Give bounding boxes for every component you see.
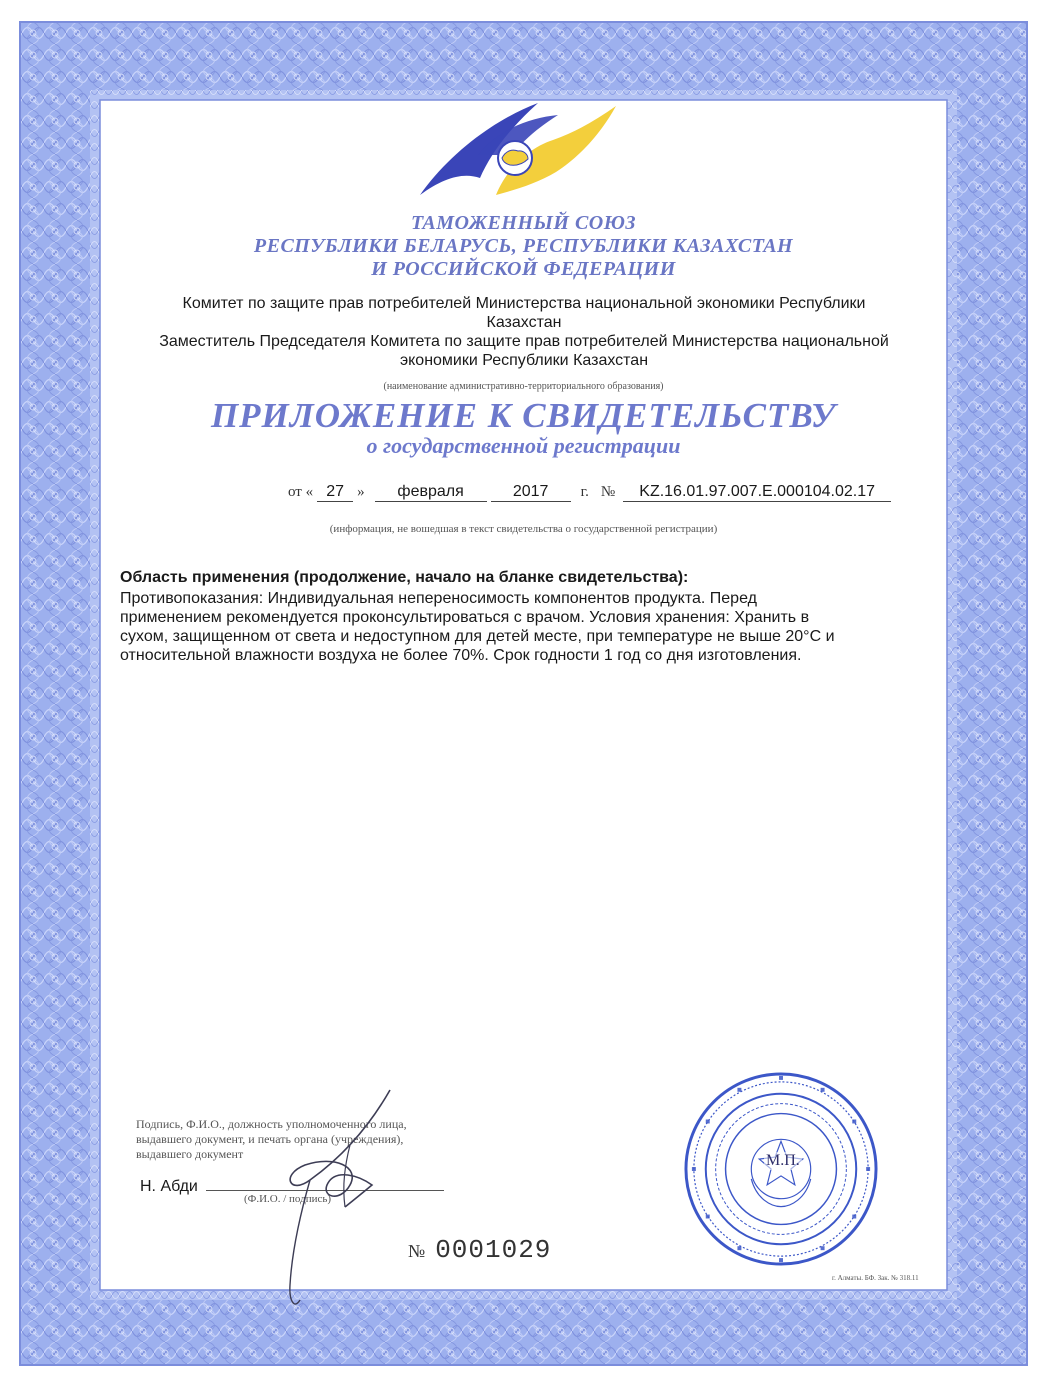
union-title-line1: ТАМОЖЕННЫЙ СОЮЗ xyxy=(410,212,637,234)
signature-caption-line1: Подпись, Ф.И.О., должность уполномоченного лица, xyxy=(136,1117,407,1131)
serial-number: 0001029 xyxy=(435,1235,552,1265)
registration-number: KZ.16.01.97.007.E.000104.02.17 xyxy=(623,483,891,502)
body-line3: сухом, защищенном от света и недоступном для детей месте, при температуре не выше 20°С и xyxy=(120,628,835,645)
body-line2: применением рекомендуется проконсультироваться с врачом. Условия хранения: Хранить в xyxy=(120,609,810,626)
customs-union-logo xyxy=(418,100,618,202)
signature-caption-line2: выдавшего документ, и печать органа (учреждения), xyxy=(136,1132,404,1146)
mp-stamp-label: М.П. xyxy=(766,1152,800,1169)
signatory-name: Н. Абди xyxy=(140,1178,198,1195)
close-quote: » xyxy=(357,484,365,500)
body-heading: Область применения (продолжение, начало на бланке свидетельства): xyxy=(120,569,689,586)
signature-line-caption: (Ф.И.О. / подпись) xyxy=(244,1193,332,1205)
printer-imprint: г. Алматы. БФ. Зак. № 318.11 xyxy=(832,1274,919,1282)
registration-month: февраля xyxy=(375,483,487,502)
serial-number-block xyxy=(408,1235,551,1265)
authority-line4: экономики Республики Казахстан xyxy=(399,352,649,369)
authority-line1: Комитет по защите прав потребителей Министерства национальной экономики Республики xyxy=(182,295,866,312)
number-sign: № xyxy=(600,484,616,500)
document-title: ПРИЛОЖЕНИЕ К СВИДЕТЕЛЬСТВУ xyxy=(210,396,837,435)
body-line4: относительной влажности воздуха не более 70%. Срок годности 1 год со дня изготовления. xyxy=(120,647,802,664)
union-title-line2: РЕСПУБЛИКИ БЕЛАРУСЬ, РЕСПУБЛИКИ КАЗАХСТАН xyxy=(253,235,794,257)
year-suffix: г. xyxy=(580,484,589,500)
handwritten-signature xyxy=(250,1085,410,1315)
registration-year: 2017 xyxy=(491,483,571,502)
authority-line3: Заместитель Председателя Комитета по защите прав потребителей Министерства национальной xyxy=(159,333,889,350)
serial-number-sign: № xyxy=(408,1241,426,1261)
registration-day: 27 xyxy=(317,483,353,502)
registration-caption: (информация, не вошедшая в текст свидетельства о государственной регистрации) xyxy=(329,523,718,535)
union-title-line3: И РОССИЙСКОЙ ФЕДЕРАЦИИ xyxy=(371,258,676,280)
body-line1: Противопоказания: Индивидуальная непереносимость компонентов продукта. Перед xyxy=(120,590,757,607)
registration-line xyxy=(288,483,928,507)
from-label: от « xyxy=(288,484,314,500)
authority-line2: Казахстан xyxy=(486,314,562,331)
document-subtitle: о государственной регистрации xyxy=(366,433,681,458)
authority-caption: (наименование административно-территориального образования) xyxy=(383,381,664,392)
signature-caption-line3: выдавшего документ xyxy=(136,1147,244,1161)
